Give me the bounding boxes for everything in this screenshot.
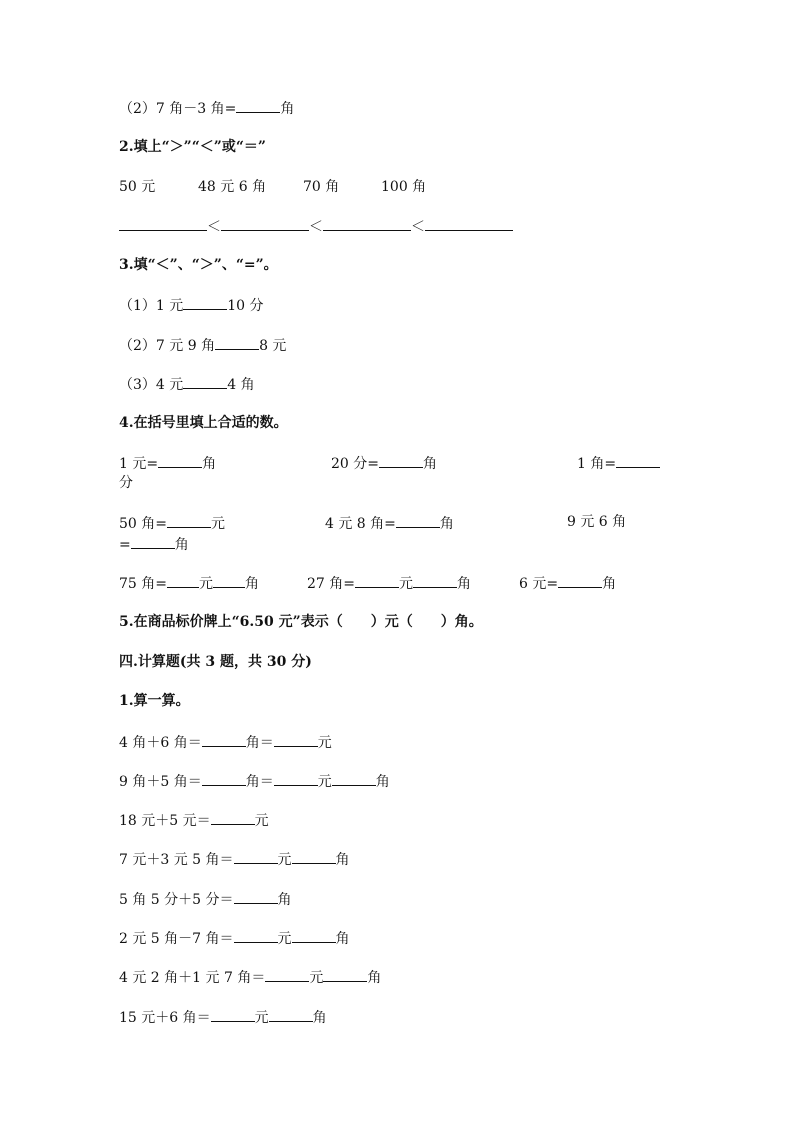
q1-2-text: （2）7 角－3 角= xyxy=(119,101,237,117)
section-4-title: 四.计算题(共 3 题，共 30 分) xyxy=(119,654,312,670)
less-than-sign: ＜ xyxy=(411,219,425,235)
answer-blank[interactable] xyxy=(215,335,259,350)
calc-8 xyxy=(119,1007,327,1027)
calc-unit: 角 xyxy=(375,774,390,790)
answer-blank[interactable] xyxy=(236,98,280,113)
q4-unit: 角 xyxy=(423,456,437,472)
q2-title: 2.填上“＞”“＜”或“＝” xyxy=(119,139,266,155)
calc-text: 4 元 2 角＋1 元 7 角＝ xyxy=(119,970,266,986)
q4-r1-c1 xyxy=(119,453,216,473)
q4-r2-c3-wrap xyxy=(119,534,189,554)
answer-blank[interactable] xyxy=(234,928,278,943)
q4-unit: 元 xyxy=(211,516,225,532)
answer-blank[interactable] xyxy=(379,453,423,468)
answer-blank[interactable] xyxy=(396,513,440,528)
q1-2-unit: 角 xyxy=(280,101,295,117)
answer-blank[interactable] xyxy=(202,771,246,786)
calc-unit: 元 xyxy=(317,774,332,790)
answer-blank[interactable] xyxy=(274,771,318,786)
calc-text: 9 角＋5 角＝ xyxy=(119,774,202,790)
calc-text: 角＝ xyxy=(245,735,274,751)
q4-text: 27 角= xyxy=(307,576,355,592)
q4-text: 6 元= xyxy=(519,576,559,592)
answer-blank[interactable] xyxy=(131,534,175,549)
q4-r3-c2 xyxy=(307,573,471,593)
answer-blank[interactable] xyxy=(167,573,199,588)
calc-text: 7 元＋3 元 5 角＝ xyxy=(119,852,234,868)
calc-unit: 元 xyxy=(317,735,332,751)
answer-blank[interactable] xyxy=(119,216,207,231)
q4-r3-c1 xyxy=(119,573,259,593)
answer-blank[interactable] xyxy=(211,810,255,825)
q4-r3-c3 xyxy=(519,573,616,593)
calc-3 xyxy=(119,810,269,830)
q4-unit: 元 xyxy=(199,576,213,592)
calc-text: 15 元＋6 角＝ xyxy=(119,1010,211,1026)
calc-5 xyxy=(119,889,292,909)
q3-2-line xyxy=(119,335,286,355)
answer-blank[interactable] xyxy=(234,849,278,864)
calc-text: 2 元 5 角－7 角＝ xyxy=(119,931,234,947)
answer-blank[interactable] xyxy=(183,295,227,310)
q2-item: 70 角 xyxy=(303,179,340,195)
q2-item: 100 角 xyxy=(381,179,427,195)
q4-title: 4.在括号里填上合适的数。 xyxy=(119,415,288,431)
answer-blank[interactable] xyxy=(292,849,336,864)
q5-line: 5.在商品标价牌上“6.50 元”表示（ ）元（ ）角。 xyxy=(119,614,483,630)
calc-unit: 元 xyxy=(254,1010,269,1026)
q3-1-right: 10 分 xyxy=(227,298,264,314)
less-than-sign: ＜ xyxy=(309,219,323,235)
q4-r1-c3 xyxy=(577,453,660,473)
q2-item: 48 元 6 角 xyxy=(198,179,267,195)
calc-unit: 元 xyxy=(277,931,292,947)
q4-r1-c3-wrap: 分 xyxy=(119,475,133,491)
q4-r2-c2 xyxy=(325,513,454,533)
answer-blank[interactable] xyxy=(234,889,278,904)
calc-title: 1.算一算。 xyxy=(119,693,190,709)
calc-unit: 角 xyxy=(335,931,350,947)
calc-text: 5 角 5 分＋5 分＝ xyxy=(119,892,234,908)
calc-6 xyxy=(119,928,350,948)
less-than-sign: ＜ xyxy=(207,219,221,235)
q4-r1-c2 xyxy=(331,453,437,473)
answer-blank[interactable] xyxy=(167,513,211,528)
q4-text: 1 角= xyxy=(577,456,617,472)
calc-4 xyxy=(119,849,350,869)
q4-r2-c1 xyxy=(119,513,225,533)
answer-blank[interactable] xyxy=(221,216,309,231)
q3-3-line xyxy=(119,374,255,394)
calc-unit: 角 xyxy=(277,892,292,908)
q2-item: 50 元 xyxy=(119,179,156,195)
calc-2 xyxy=(119,771,390,791)
q4-text: 1 元= xyxy=(119,456,159,472)
q3-3-right: 4 角 xyxy=(227,377,255,393)
q4-unit: 角 xyxy=(202,456,217,472)
answer-blank[interactable] xyxy=(292,928,336,943)
answer-blank[interactable] xyxy=(274,732,318,747)
calc-1 xyxy=(119,732,332,752)
calc-unit: 角 xyxy=(367,970,382,986)
answer-blank[interactable] xyxy=(158,453,202,468)
q4-unit: 角 xyxy=(602,576,617,592)
answer-blank[interactable] xyxy=(211,1007,255,1022)
q2-order-line xyxy=(119,216,513,236)
q4-unit: 角 xyxy=(174,537,189,553)
q3-3-left: （3）4 元 xyxy=(119,377,184,393)
answer-blank[interactable] xyxy=(323,216,411,231)
calc-unit: 角 xyxy=(335,852,350,868)
calc-unit: 元 xyxy=(277,852,292,868)
q3-1-line xyxy=(119,295,264,315)
answer-blank[interactable] xyxy=(213,573,245,588)
q4-text: 4 元 8 角= xyxy=(325,516,396,532)
q4-unit: 元 xyxy=(399,576,413,592)
answer-blank[interactable] xyxy=(265,967,309,982)
calc-unit: 元 xyxy=(254,813,269,829)
answer-blank[interactable] xyxy=(183,374,227,389)
answer-blank[interactable] xyxy=(425,216,513,231)
answer-blank[interactable] xyxy=(355,573,399,588)
calc-unit: 角 xyxy=(312,1010,327,1026)
answer-blank[interactable] xyxy=(413,573,457,588)
answer-blank[interactable] xyxy=(202,732,246,747)
q4-text: 20 分= xyxy=(331,456,379,472)
answer-blank[interactable] xyxy=(616,453,660,468)
answer-blank[interactable] xyxy=(558,573,602,588)
q4-unit: 角 xyxy=(439,516,454,532)
calc-text: 4 角＋6 角＝ xyxy=(119,735,202,751)
answer-blank[interactable] xyxy=(332,771,376,786)
answer-blank[interactable] xyxy=(323,967,367,982)
calc-text: 角＝ xyxy=(245,774,274,790)
q4-unit: 角 xyxy=(245,576,259,592)
q3-2-right: 8 元 xyxy=(259,338,287,354)
answer-blank[interactable] xyxy=(269,1007,313,1022)
q3-title: 3.填“＜”、“＞”、“=”。 xyxy=(119,257,278,273)
calc-text: 18 元＋5 元＝ xyxy=(119,813,211,829)
q4-unit: 角 xyxy=(457,576,471,592)
q1-2-line xyxy=(119,98,294,118)
q4-text: = xyxy=(119,537,131,553)
q3-1-left: （1）1 元 xyxy=(119,298,184,314)
q4-text: 75 角= xyxy=(119,576,167,592)
q4-r2-c3: 9 元 6 角 xyxy=(567,514,627,530)
q3-2-left: （2）7 元 9 角 xyxy=(119,338,216,354)
q4-text: 50 角= xyxy=(119,516,167,532)
calc-7 xyxy=(119,967,381,987)
calc-unit: 元 xyxy=(309,970,324,986)
